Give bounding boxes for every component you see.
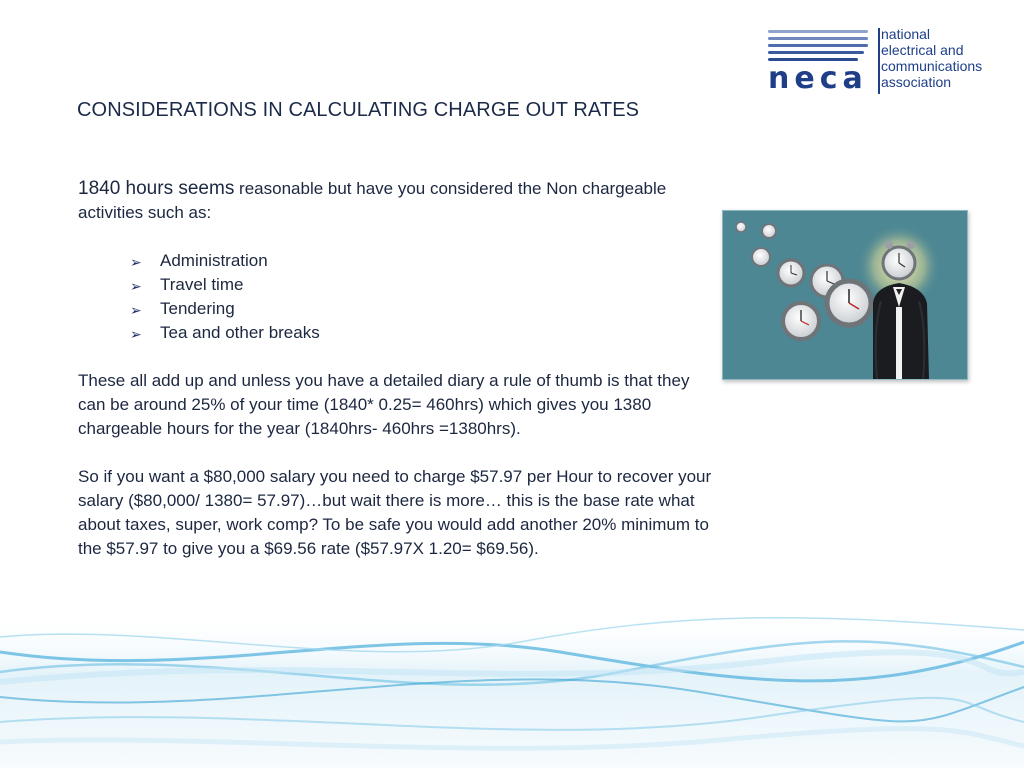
salary-paragraph: So if you want a $80,000 salary you need to charge $57.97 per Hour to recover your salary ($80,000/ 1380= 57.97)…but wait there is more… this is the base rate what about taxes, super, work comp? To be safe you would add another 20% minimum to the $57.97 to give you a $69.56 rate ($57.97X 1.20= $69.56).: [78, 467, 712, 558]
logo-line: communications: [881, 58, 983, 74]
logo-line: national: [881, 26, 931, 42]
logo-mark: neca: [768, 61, 868, 96]
businessman-clocks-illustration: [722, 210, 968, 380]
arrow-bullet-icon: ➢: [130, 302, 142, 318]
alarm-clocks-icon: [723, 211, 967, 379]
slide-title: CONSIDERATIONS IN CALCULATING CHARGE OUT RATES: [77, 99, 640, 121]
lead-rest: reasonable but have you considered the Non chargeable activities such as:: [78, 179, 667, 222]
logo-line: electrical and: [881, 42, 964, 58]
neca-logo: [764, 26, 1014, 98]
list-item-label: Travel time: [160, 275, 244, 294]
activity-list: [78, 249, 718, 345]
list-item-label: Tendering: [160, 299, 235, 318]
wave-decoration: [0, 612, 1024, 768]
list-item: [130, 297, 718, 321]
logo-wordmark: [881, 26, 982, 90]
logo-line: association: [881, 74, 952, 90]
list-item: [130, 273, 718, 297]
list-item-label: Tea and other breaks: [160, 323, 320, 342]
logo-divider: [878, 28, 880, 94]
rule-of-thumb-paragraph: These all add up and unless you have a detailed diary a rule of thumb is that they can be around 25% of your time (1840* 0.25= 460hrs) which gives you 1380 chargeable hours for the year (1840hrs- 460hrs =1380hrs).: [78, 371, 690, 438]
lead-paragraph: [78, 177, 718, 225]
arrow-bullet-icon: ➢: [130, 326, 142, 342]
slide-body: [78, 177, 718, 585]
arrow-bullet-icon: ➢: [130, 254, 142, 270]
arrow-bullet-icon: ➢: [130, 278, 142, 294]
list-item-label: Administration: [160, 251, 268, 270]
list-item: [130, 249, 718, 273]
list-item: [130, 321, 718, 345]
lead-emphasis: 1840 hours seems: [78, 178, 235, 199]
